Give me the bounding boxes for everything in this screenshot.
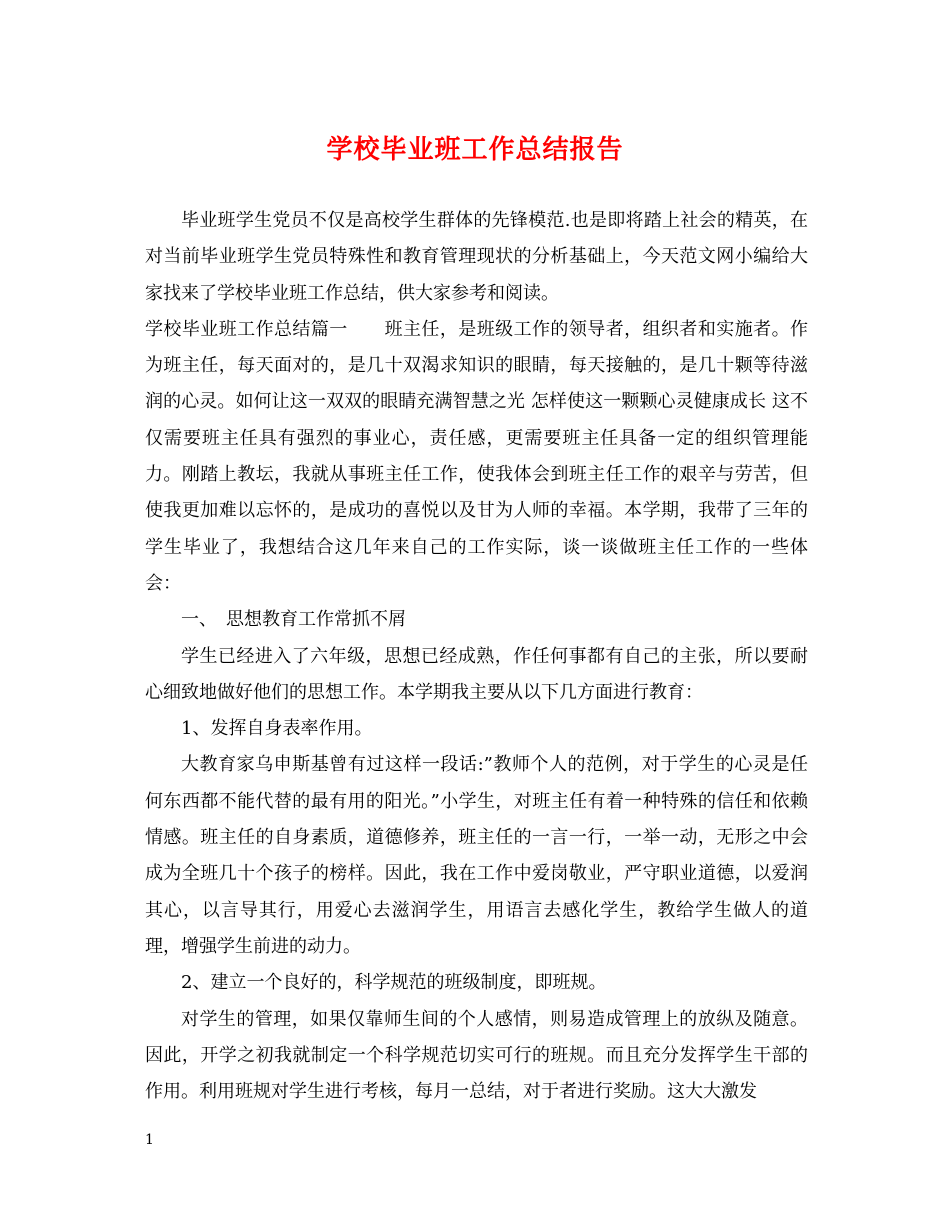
document-body: [145, 203, 808, 1110]
section-heading: 一、 思想教育工作常抓不屑: [181, 609, 406, 631]
subsection-heading: 2、建立一个良好的，科学规范的班级制度，即班规。: [181, 972, 607, 994]
document-title: 学校毕业班工作总结报告: [326, 135, 624, 165]
paragraph: 学生已经进入了六年级，思想已经成熟，作任何事都有自己的主张，所以要耐心细致地做好他们的思想工作。本学期我主要从以下几方面进行教育：: [145, 645, 808, 703]
paragraph: 对学生的管理，如果仅靠师生间的个人感情，则易造成管理上的放纵及随意。因此，开学之初我就制定一个科学规范切实可行的班规。而且充分发挥学生干部的作用。利用班规对学生进行考核，每月一总结，对于者进行奖励。这大大激发: [145, 1008, 808, 1103]
paragraph: 学校毕业班工作总结篇一 班主任，是班级工作的领导者，组织者和实施者。作为班主任，每天面对的，是几十双渴求知识的眼睛，每天接触的，是几十颗等待滋润的心灵。如何让这一双双的眼睛充满智慧之光 怎样使这一颗颗心灵健康成长 这不仅需要班主任具有强烈的事业心，责任感，更需要班主任具备一定的组织管理能力。刚踏上教坛，我就从事班主任工作，使我体会到班主任工作的艰辛与劳苦，但使我更加难以忘怀的，是成功的喜悦以及甘为人师的幸福。本学期，我带了三年的学生毕业了，我想结合这几年来自己的工作实际，谈一谈做班主任工作的一些体会：: [145, 318, 808, 594]
paragraph: 毕业班学生党员不仅是高校学生群体的先锋模范.也是即将踏上社会的精英，在对当前毕业班学生党员特殊性和教育管理现状的分析基础上，今天范文网小编给大家找来了学校毕业班工作总结，供大家参考和阅读。: [145, 210, 808, 304]
paragraph: 大教育家乌申斯基曾有过这样一段话:”教师个人的范例，对于学生的心灵是任何东西都不能代替的最有用的阳光。”小学生，对班主任有着一种特殊的信任和依赖情感。班主任的自身素质，道德修养，班主任的一言一行，一举一动，无形之中会成为全班几十个孩子的榜样。因此，我在工作中爱岗敬业，严守职业道德，以爱润其心，以言导其行，用爱心去滋润学生，用语言去感化学生，教给学生做人的道理，增强学生前进的动力。: [145, 754, 808, 957]
page-number: 1: [145, 1132, 154, 1148]
subsection-heading: 1、发挥自身表率作用。: [181, 718, 373, 740]
